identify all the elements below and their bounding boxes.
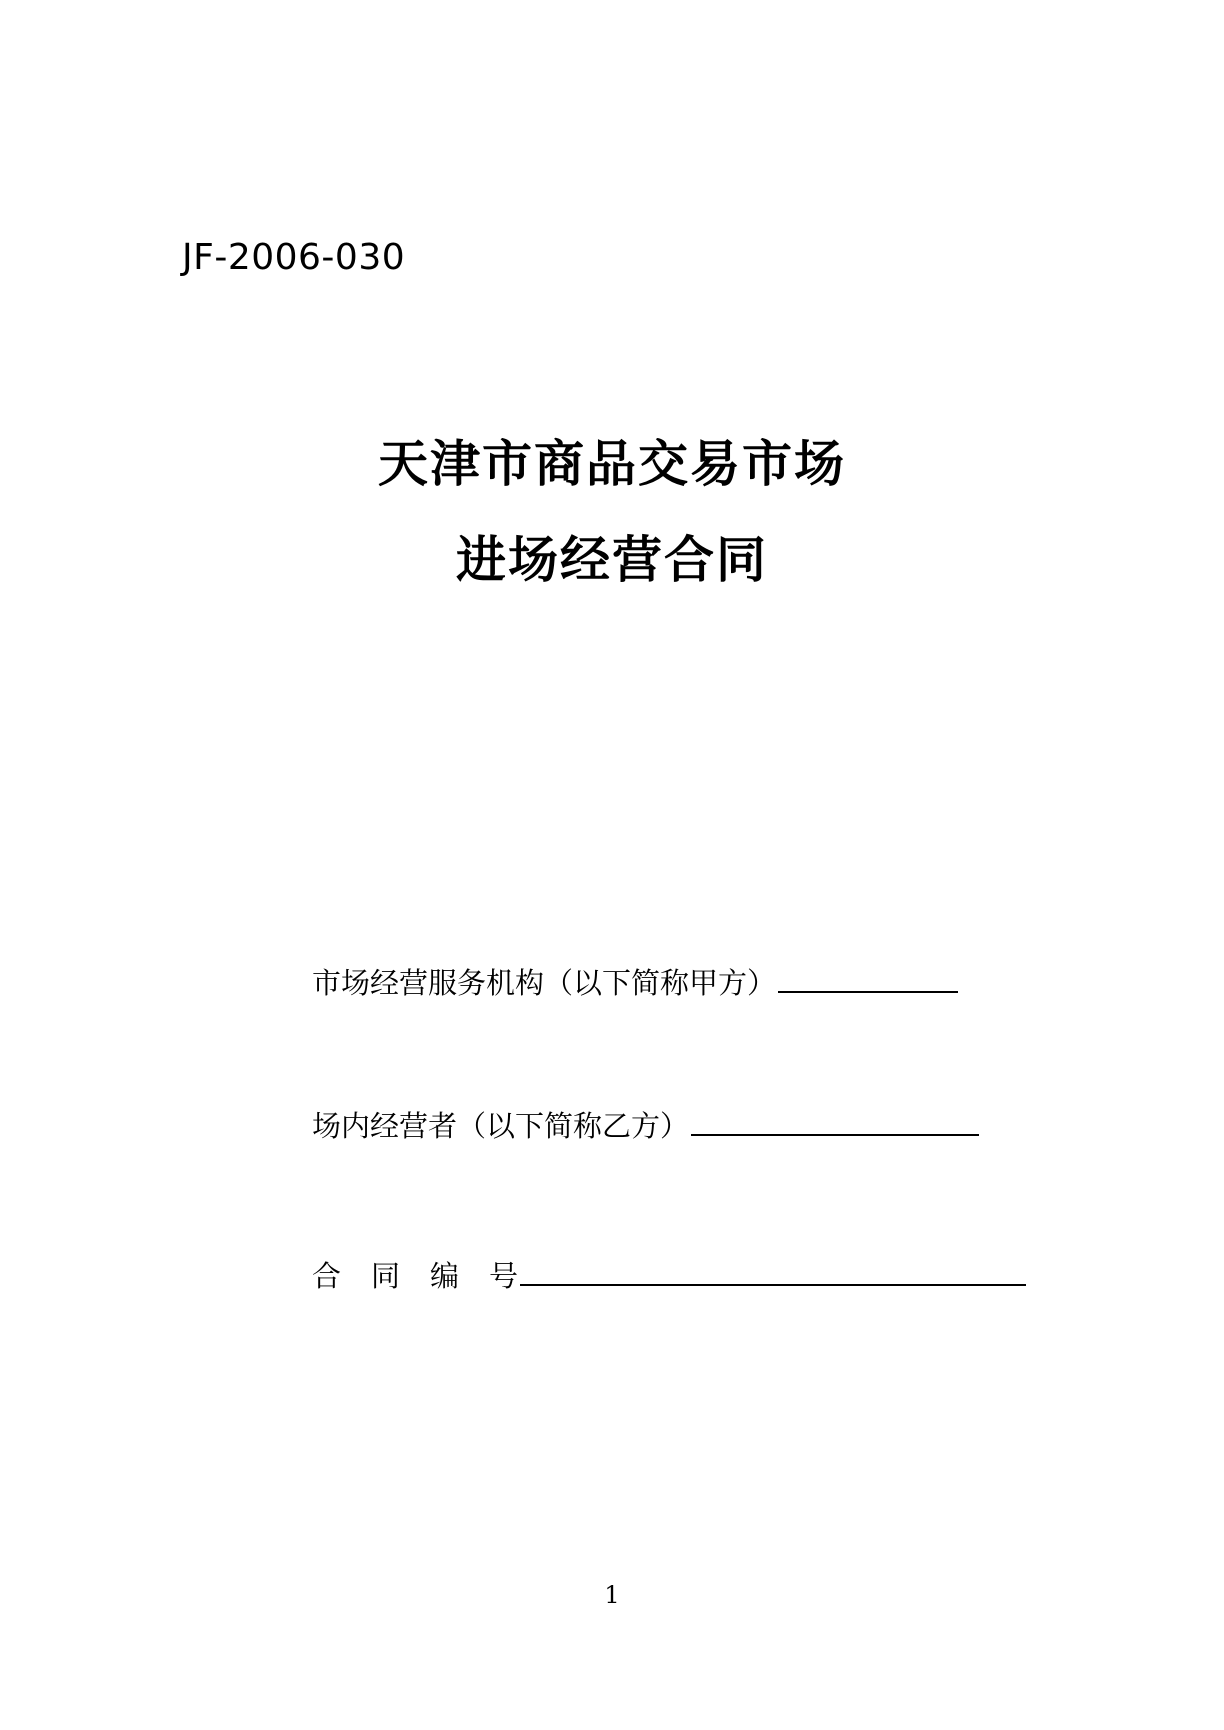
contract-number-label [312, 1258, 518, 1294]
party-a-field [312, 963, 958, 1001]
party-b-field [312, 1106, 979, 1144]
contract-number-char-3: 编 [430, 1259, 490, 1293]
party-a-blank[interactable] [778, 963, 958, 993]
contract-number-char-2: 同 [371, 1259, 431, 1293]
page-number: 1 [604, 1581, 620, 1609]
party-b-label: 场内经营者（以下简称乙方） [312, 1109, 690, 1143]
party-a-label: 市场经营服务机构（以下简称甲方） [312, 966, 777, 1000]
title-line-1: 天津市商品交易市场 [378, 435, 846, 493]
contract-number-char-1: 合 [312, 1259, 372, 1293]
contract-number-field [312, 1256, 1026, 1294]
contract-number-char-4: 号 [489, 1259, 519, 1293]
title-line-2: 进场经营合同 [456, 531, 768, 589]
party-b-blank[interactable] [691, 1106, 979, 1136]
contract-number-blank[interactable] [520, 1256, 1026, 1286]
document-code: JF-2006-030 [182, 237, 406, 278]
